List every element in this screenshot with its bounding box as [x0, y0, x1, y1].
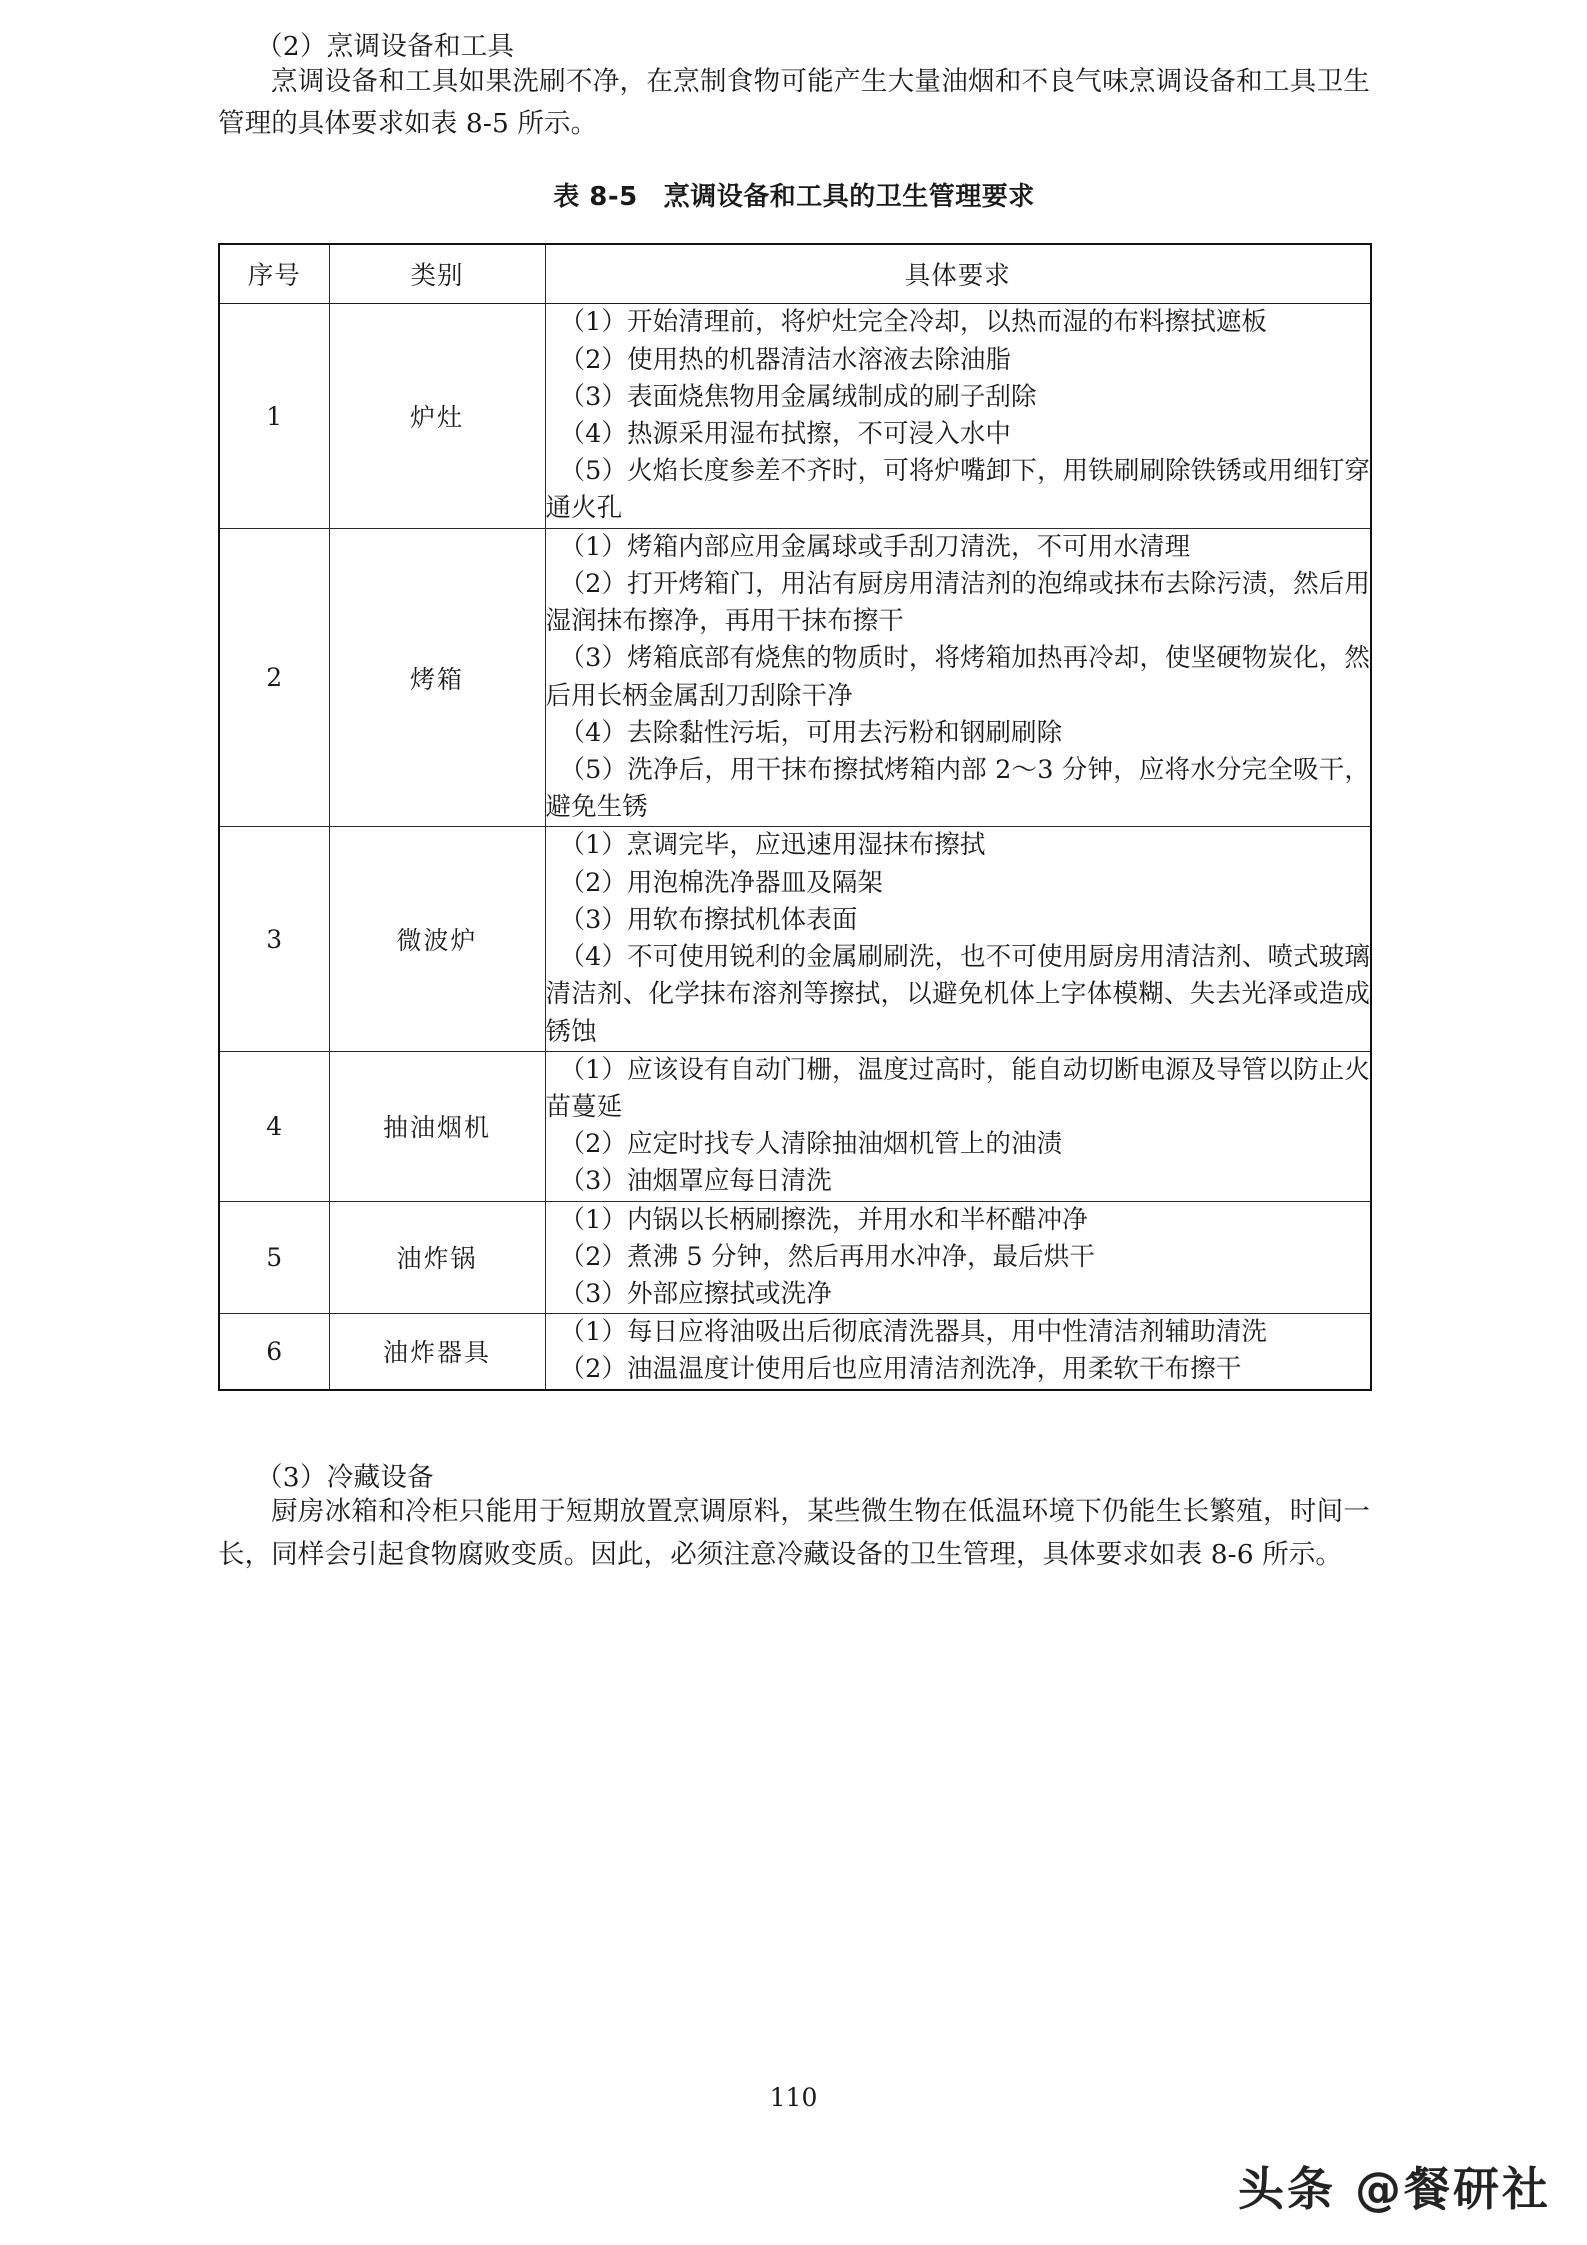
- caption-spacer: [218, 146, 1370, 176]
- row-category: 油炸器具: [329, 1314, 545, 1390]
- requirement-list: [546, 1052, 1371, 1201]
- table-header-row: [219, 244, 1371, 304]
- section-heading-3: （3）冷藏设备: [256, 1461, 434, 1493]
- requirement-list: [546, 529, 1371, 827]
- requirement-item: （5）洗净后，用干抹布擦拭烤箱内部 2～3 分钟，应将水分完全吸干，避免生锈: [545, 754, 1370, 823]
- requirement-item: （1）开始清理前，将炉灶完全冷却，以热而湿的布料擦拭遮板: [559, 307, 1268, 338]
- requirement-item: （3）外部应擦拭或洗净: [559, 1279, 832, 1310]
- row-category: 抽油烟机: [329, 1051, 545, 1201]
- table-spacer: [218, 213, 1370, 243]
- row-category: 烤箱: [329, 528, 545, 827]
- requirement-item: （3）表面烧焦物用金属绒制成的刷子刮除: [559, 381, 1037, 412]
- requirement-list: [546, 304, 1371, 527]
- requirement-item: （1）应该设有自动门栅，温度过高时，能自动切断电源及导管以防止火苗蔓延: [545, 1054, 1370, 1122]
- requirement-item: （1）烹调完毕，应迅速用湿抹布擦拭: [559, 830, 986, 861]
- row-requirements: [545, 1051, 1371, 1201]
- requirement-list: [546, 827, 1371, 1050]
- section-paragraph-2: 烹调设备和工具如果洗刷不净，在烹制食物可能产生大量油烟和不良气味烹调设备和工具卫生管理的具体要求如表 8-5 所示。: [218, 65, 1370, 140]
- table-row: [219, 304, 1371, 528]
- requirement-item: （3）烤箱底部有烧焦的物质时，将烤箱加热再冷却，使坚硬物炭化，然后用长柄金属刮刀刮除干净: [545, 643, 1370, 711]
- watermark-logo: 头条 @餐研社: [1237, 2162, 1551, 2216]
- row-category: 油炸锅: [329, 1201, 545, 1314]
- requirement-item: （2）用泡棉洗净器皿及隔架: [559, 867, 884, 898]
- row-number: 4: [219, 1051, 329, 1201]
- table-caption-title: 烹调设备和工具的卫生管理要求: [663, 182, 1035, 213]
- requirement-item: （4）热源采用湿布拭擦，不可浸入水中: [559, 419, 1012, 449]
- row-number: 1: [219, 304, 329, 528]
- requirement-item: （3）油烟罩应每日清洗: [559, 1166, 832, 1197]
- requirement-item: （2）使用热的机器清洁水溶液去除油脂: [559, 344, 1012, 375]
- row-category: 微波炉: [329, 827, 545, 1051]
- table-row: [219, 1051, 1371, 1201]
- table-body: [219, 304, 1371, 1390]
- table-row: [219, 1201, 1371, 1314]
- row-requirements: [545, 1201, 1371, 1314]
- requirement-item: （5）火焰长度参差不齐时，可将炉嘴卸下，用铁刷刷除铁锈或用细钉穿通火孔: [545, 456, 1370, 524]
- requirement-item: （2）煮沸 5 分钟，然后再用水冲净，最后烘干: [559, 1241, 1095, 1272]
- requirement-item: （1）内锅以长柄刷擦洗，并用水和半杯醋冲净: [559, 1204, 1088, 1235]
- requirement-list: [546, 1202, 1371, 1314]
- row-requirements: [545, 827, 1371, 1051]
- section-heading-2: （2）烹调设备和工具: [256, 31, 515, 62]
- requirement-item: （2）油温温度计使用后也应用清洁剂洗净，用柔软干布擦干: [559, 1354, 1242, 1385]
- requirement-list: [546, 1314, 1371, 1388]
- requirement-item: （3）用软布擦拭机体表面: [559, 904, 858, 935]
- hygiene-requirements-table: [218, 243, 1372, 1390]
- row-category: 炉灶: [329, 304, 545, 528]
- requirement-item: （1）每日应将油吸出后彻底清洗器具，用中性清洁剂辅助清洗: [559, 1317, 1268, 1348]
- requirement-item: （1）烤箱内部应用金属球或手刮刀清洗，不可用水清理: [559, 531, 1191, 562]
- top-spacer: [218, 0, 1370, 34]
- table-caption-number: 表 8-5: [553, 182, 638, 213]
- requirement-item: （4）去除黏性污垢，可用去污粉和钢刷刷除: [559, 717, 1063, 748]
- row-number: 6: [219, 1314, 329, 1390]
- table-row: [219, 528, 1371, 827]
- table-caption: [218, 176, 1370, 213]
- table-row: [219, 1314, 1371, 1390]
- row-number: 2: [219, 528, 329, 827]
- row-number: 3: [219, 827, 329, 1051]
- page-content: [218, 0, 1370, 1577]
- column-header-requirements: 具体要求: [545, 244, 1371, 304]
- column-header-no: 序号: [219, 244, 329, 304]
- row-requirements: [545, 304, 1371, 528]
- row-number: 5: [219, 1201, 329, 1314]
- page-number: 110: [769, 2083, 818, 2112]
- post-table-spacer: [218, 1391, 1370, 1465]
- requirement-item: （4）不可使用锐利的金属刷刷洗，也不可使用厨房用清洁剂、喷式玻璃清洁剂、化学抹布溶剂等擦拭，以避免机体上字体模糊、失去光泽或造成锈蚀: [545, 942, 1370, 1047]
- row-requirements: [545, 1314, 1371, 1390]
- table-row: [219, 827, 1371, 1051]
- requirement-item: （2）打开烤箱门，用沾有厨房用清洁剂的泡绵或抹布去除污渍，然后用湿润抹布擦净，再用干抹布擦干: [545, 568, 1370, 637]
- column-header-category: 类别: [329, 244, 545, 304]
- section-paragraph-3: 厨房冰箱和冷柜只能用于短期放置烹调原料，某些微生物在低温环境下仍能生长繁殖，时间一长，同样会引起食物腐败变质。因此，必须注意冷藏设备的卫生管理，具体要求如表 8-6 所示。: [218, 1496, 1370, 1571]
- row-requirements: [545, 528, 1371, 827]
- requirement-item: （2）应定时找专人清除抽油烟机管上的油渍: [559, 1129, 1063, 1160]
- table-header: [219, 244, 1371, 304]
